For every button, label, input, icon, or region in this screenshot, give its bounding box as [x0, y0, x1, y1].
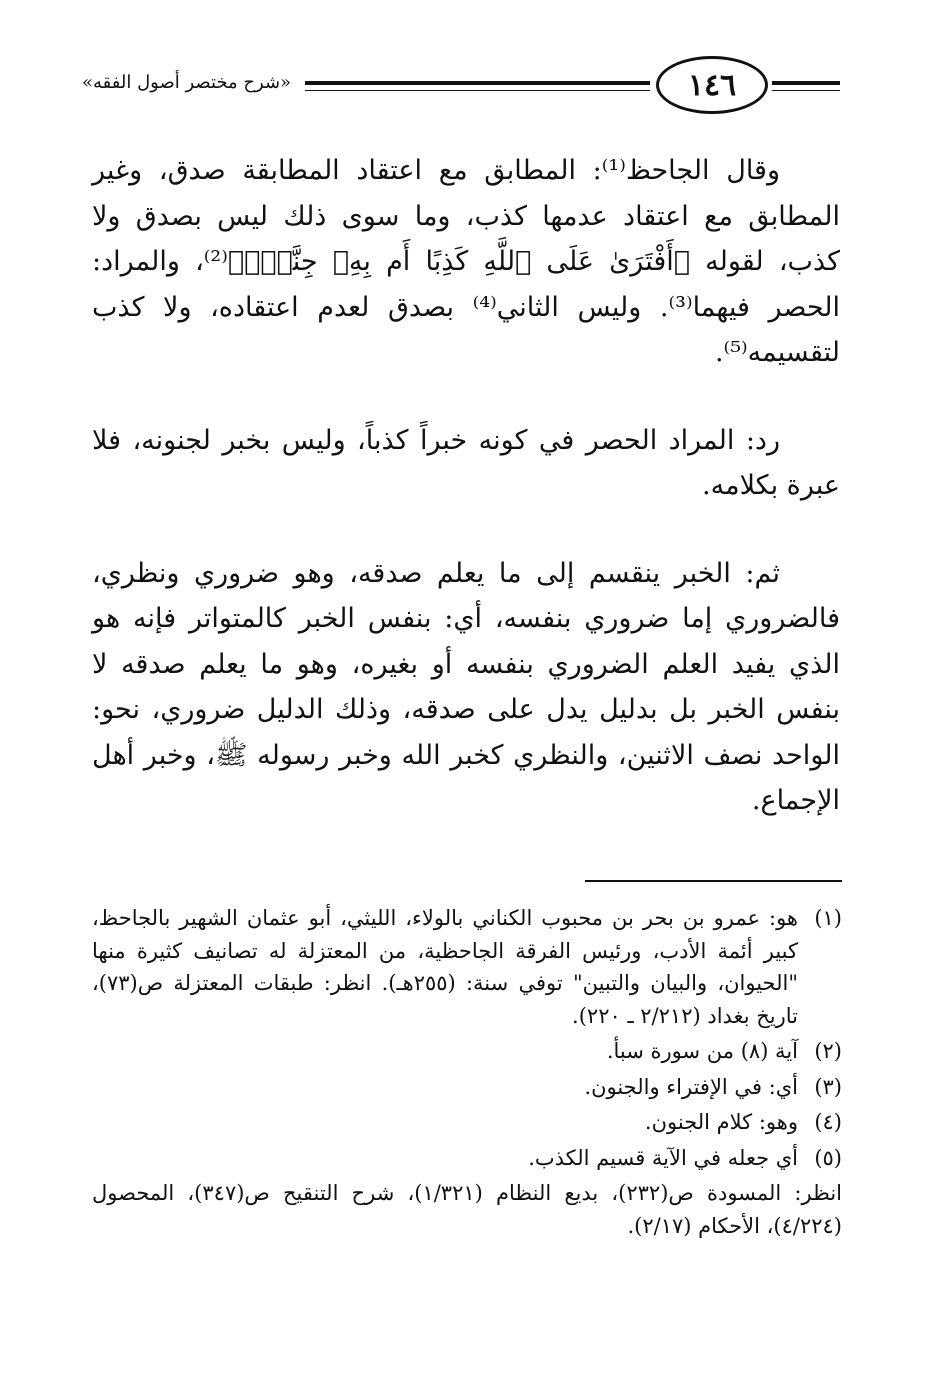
page-number: ١٤٦: [687, 67, 737, 103]
header-rule-left: [305, 81, 650, 91]
footnote-number: (٣): [814, 1074, 842, 1099]
footnote-text: أي جعله في الآية قسيم الكذب.: [528, 1145, 798, 1170]
footnotes: [92, 902, 842, 1242]
footnote-text: أي: في الإفتراء والجنون.: [584, 1074, 798, 1099]
footnote-item: [92, 1142, 842, 1175]
footnote-number: (١): [814, 906, 842, 930]
running-head-title: «شرح مختصر أصول الفقه»: [82, 72, 292, 93]
footnote-text: وهو: كلام الجنون.: [644, 1110, 798, 1134]
footnote-number: (٢): [814, 1039, 842, 1063]
footnote-number: (٥): [814, 1145, 842, 1170]
footnote-number: (٤): [814, 1110, 842, 1134]
footnote-text: آية (٨) من سورة سبأ.: [606, 1039, 798, 1063]
footnote-separator: [585, 880, 842, 882]
page-header: [0, 50, 945, 120]
paragraph-rebuttal: رد: المراد الحصر في كونه خبراً كذباً، وليس بخبر لجنونه، فلا عبرة بكلامه.: [92, 424, 840, 501]
footnote-text: هو: عمرو بن بحر بن محبوب الكناني بالولاء، الليثي، أبو عثمان الشهير بالجاحظ، كبير أئمة الأدب، ورئيس الفرقة الجاحظية، من المعتزلة له تصانيف كثيرة منها "الحيوان، والبيان والتبين" توفي سنة: (٢٥٥هـ). انظر: طبقات المعتزلة ص(٧٣)، تاريخ بغداد (٢/٢١٢ ـ ٢٢٠).: [92, 906, 798, 1028]
footnote-item: [92, 1106, 842, 1139]
footnote-item: [92, 1035, 842, 1068]
paragraph-khabar-division: ثم: الخبر ينقسم إلى ما يعلم صدقه، وهو ضروري ونظري، فالضروري إما ضروري بنفسه، أي: بنفس الخبر كالمتواتر فإنه هو الذي يفيد العلم الضروري بنفسه أو بغيره، وهو ما يعلم صدقه لا بنفس الخبر بل بدليل يدل على صدقه، وذلك الدليل ضروري، نحو: الواحد نصف الاثنين، والنظري كخبر الله وخبر رسوله ﷺ، وخبر أهل الإجماع.: [92, 557, 840, 816]
header-rule-right: [772, 81, 840, 91]
page-number-badge: [656, 56, 768, 114]
footnote-item: [92, 902, 842, 1032]
main-text: [92, 148, 840, 824]
paragraph-jahiz-view: وقال الجاحظ⁽¹⁾: المطابق مع اعتقاد المطابقة صدق، وغير المطابق مع اعتقاد عدمها كذب، وما سوى ذلك ليس بصدق ولا كذب، لقوله ﴿أَفْتَرَىٰ عَلَى ٱللَّهِ كَذِبًا أَم بِهِۦ جِنَّةٌۢ﴾⁽²⁾، والمراد: الحصر فيهما⁽³⁾. وليس الثاني⁽⁴⁾ بصدق لعدم اعتقاده، ولا كذب لتقسيمه⁽⁵⁾.: [92, 155, 840, 368]
footnote-item: [92, 1071, 842, 1104]
footnote-references: انظر: المسودة ص(٢٣٢)، بديع النظام (١/٣٢١)، شرح التنقيح ص(٣٤٧)، المحصول (٤/٢٢٤)، الأحكام (٢/١٧).: [92, 1181, 842, 1238]
